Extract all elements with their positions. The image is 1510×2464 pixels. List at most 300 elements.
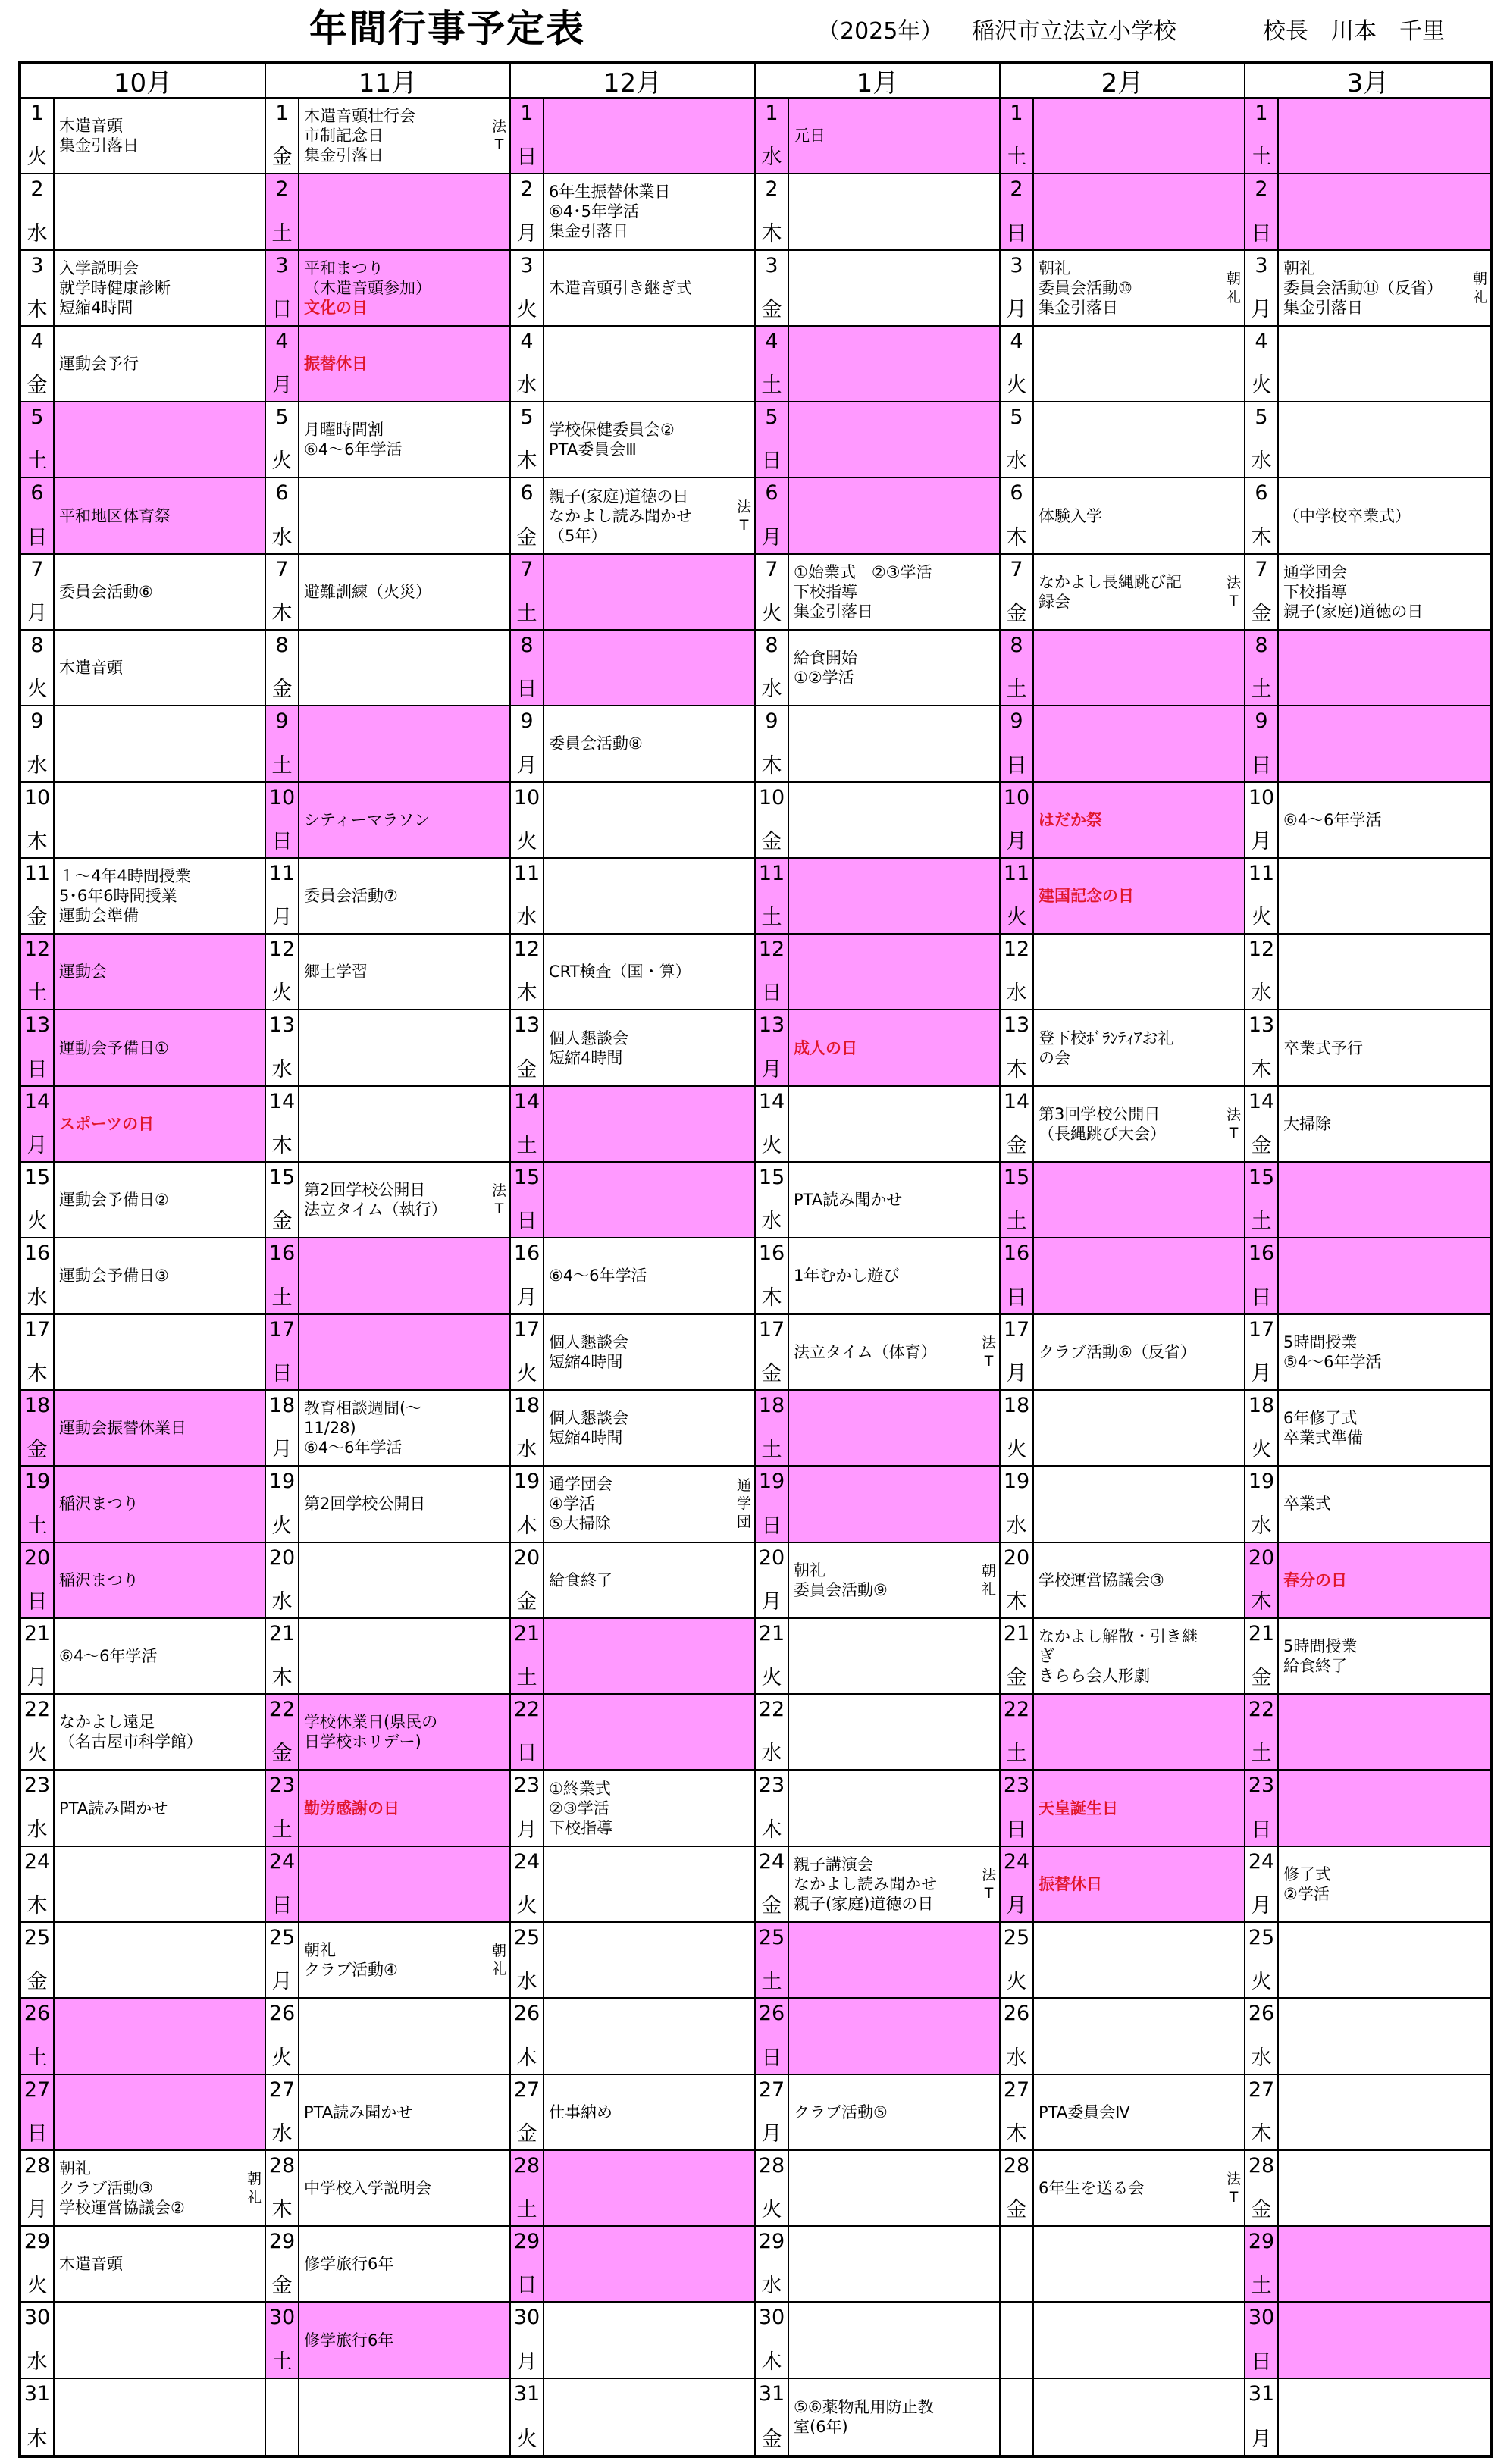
weekday: 金 bbox=[1006, 1134, 1027, 1158]
weekday: 水 bbox=[27, 753, 48, 778]
day-row bbox=[1001, 2075, 1244, 2151]
event-cell bbox=[789, 1923, 999, 1997]
day-number: 15 bbox=[1248, 1166, 1275, 1190]
day-number: 3 bbox=[1010, 253, 1023, 277]
day-number: 11 bbox=[758, 861, 785, 885]
day-row bbox=[1245, 99, 1490, 174]
day-row bbox=[21, 1923, 265, 1999]
weekday: 金 bbox=[516, 525, 537, 549]
event-cell bbox=[299, 1923, 509, 1997]
day-row bbox=[1245, 1315, 1490, 1391]
event-text: １～4年4時間授業 5･6年6時間授業 運動会準備 bbox=[59, 867, 191, 925]
event-cell bbox=[1279, 859, 1490, 933]
day-number: 14 bbox=[23, 1089, 51, 1113]
event-text: 委員会活動⑧ bbox=[549, 734, 643, 753]
date-cell bbox=[266, 1999, 299, 2073]
day-rows bbox=[21, 99, 265, 2455]
event-cell bbox=[299, 2075, 509, 2149]
day-row bbox=[21, 2379, 265, 2455]
day-number: 6 bbox=[275, 481, 289, 506]
event-text: PTA読み聞かせ bbox=[304, 2102, 413, 2121]
weekday: 火 bbox=[27, 2274, 48, 2298]
event-text: 運動会予備日③ bbox=[59, 1266, 169, 1285]
day-number: 10 bbox=[1248, 785, 1275, 809]
day-number: 26 bbox=[1003, 2002, 1030, 2026]
weekday: 火 bbox=[516, 1361, 537, 1385]
date-cell bbox=[511, 327, 544, 401]
event-cell bbox=[1279, 706, 1490, 781]
weekday: 水 bbox=[1006, 449, 1027, 474]
page-title: 年間行事予定表 bbox=[309, 7, 585, 51]
event-cell bbox=[299, 1695, 509, 1769]
event-cell bbox=[1279, 1923, 1490, 1997]
date-cell bbox=[1001, 2303, 1034, 2377]
weekday: 月 bbox=[1006, 1893, 1027, 1918]
event-cell bbox=[1279, 1238, 1490, 1313]
day-number: 18 bbox=[758, 1393, 785, 1417]
day-number: 28 bbox=[513, 2153, 540, 2178]
event-text: 木遣音頭 bbox=[59, 2255, 123, 2274]
event-cell bbox=[1034, 2151, 1244, 2225]
event-cell bbox=[299, 1163, 509, 1237]
day-number: 14 bbox=[1248, 1089, 1275, 1113]
day-row bbox=[21, 1543, 265, 1619]
weekday: 日 bbox=[516, 1210, 537, 1234]
event-cell bbox=[544, 2151, 754, 2225]
date-cell bbox=[511, 2151, 544, 2225]
weekday: 木 bbox=[1006, 525, 1027, 549]
day-row bbox=[511, 1315, 754, 1391]
date-cell bbox=[1245, 555, 1279, 629]
event-text: （中学校卒業式） bbox=[1283, 506, 1411, 525]
day-number: 19 bbox=[268, 1470, 296, 1494]
day-row bbox=[266, 2379, 509, 2455]
day-row bbox=[511, 1923, 754, 1999]
day-row bbox=[1245, 1847, 1490, 1923]
date-cell bbox=[1001, 402, 1034, 477]
weekday: 木 bbox=[271, 1134, 293, 1158]
date-cell bbox=[756, 1695, 789, 1769]
day-row bbox=[1001, 1391, 1244, 1467]
date-cell bbox=[511, 251, 544, 325]
event-cell bbox=[55, 1695, 265, 1769]
event-text: 郷土学習 bbox=[304, 963, 368, 982]
date-cell bbox=[511, 1087, 544, 1161]
event-text: クラブ活動⑥（反省） bbox=[1039, 1342, 1196, 1361]
event-cell bbox=[1034, 1315, 1244, 1389]
weekday: 火 bbox=[271, 982, 293, 1006]
day-number: 20 bbox=[758, 1545, 785, 1570]
event-cell bbox=[544, 1391, 754, 1465]
day-row bbox=[1245, 2303, 1490, 2378]
date-cell bbox=[266, 783, 299, 857]
event-cell bbox=[299, 1999, 509, 2073]
day-row bbox=[511, 1695, 754, 1771]
day-row bbox=[21, 1238, 265, 1314]
day-number: 12 bbox=[23, 938, 51, 962]
event-cell bbox=[55, 1238, 265, 1313]
weekday: 土 bbox=[761, 374, 782, 398]
event-cell bbox=[1279, 1695, 1490, 1769]
weekday: 月 bbox=[271, 1970, 293, 1994]
day-number: 22 bbox=[1248, 1698, 1275, 1722]
day-number: 1 bbox=[520, 102, 534, 125]
event-cell bbox=[1279, 478, 1490, 553]
date-cell bbox=[511, 935, 544, 1009]
day-number: 23 bbox=[513, 1774, 540, 1798]
month-header: 12月 bbox=[511, 64, 754, 99]
day-row bbox=[511, 2075, 754, 2151]
day-number: 26 bbox=[758, 2002, 785, 2026]
date-cell bbox=[756, 2227, 789, 2301]
day-number: 21 bbox=[758, 1621, 785, 1645]
day-row bbox=[266, 2075, 509, 2151]
day-row bbox=[1001, 327, 1244, 402]
date-cell bbox=[1245, 1619, 1279, 1693]
weekday: 木 bbox=[761, 1285, 782, 1310]
day-row bbox=[756, 2379, 999, 2455]
date-cell bbox=[21, 2379, 55, 2455]
day-number: 27 bbox=[23, 2077, 51, 2102]
day-row bbox=[21, 1847, 265, 1923]
event-text: 第2回学校公開日 法立タイム（執行） bbox=[304, 1181, 447, 1219]
event-text: 修学旅行6年 bbox=[304, 2255, 394, 2274]
event-cell bbox=[1279, 251, 1490, 325]
event-text: 元日 bbox=[794, 127, 825, 146]
day-number: 11 bbox=[513, 861, 540, 885]
event-text: 避難訓練（火災） bbox=[304, 582, 431, 601]
day-number: 24 bbox=[23, 1849, 51, 1874]
date-cell bbox=[1001, 1087, 1034, 1161]
date-cell bbox=[511, 99, 544, 173]
day-row bbox=[511, 2379, 754, 2455]
weekday: 火 bbox=[27, 146, 48, 170]
day-row bbox=[21, 783, 265, 859]
day-rows bbox=[756, 99, 999, 2455]
day-number: 22 bbox=[23, 1698, 51, 1722]
event-cell bbox=[1279, 2075, 1490, 2149]
day-number: 8 bbox=[520, 634, 534, 658]
date-cell bbox=[511, 1391, 544, 1465]
event-tag: 法 T bbox=[491, 1182, 506, 1218]
event-text: 運動会予備日② bbox=[59, 1191, 169, 1210]
event-tag: 法 T bbox=[981, 1334, 996, 1370]
day-row bbox=[1245, 2151, 1490, 2227]
date-cell bbox=[1245, 1847, 1279, 1921]
date-cell bbox=[21, 1999, 55, 2073]
event-text: PTA読み聞かせ bbox=[59, 1799, 168, 1817]
day-row bbox=[511, 327, 754, 402]
event-cell bbox=[789, 1391, 999, 1465]
day-number: 9 bbox=[520, 709, 534, 734]
event-cell bbox=[544, 251, 754, 325]
day-row bbox=[756, 327, 999, 402]
weekday: 月 bbox=[516, 1817, 537, 1842]
date-cell bbox=[21, 1315, 55, 1389]
date-cell bbox=[21, 2075, 55, 2149]
weekday: 土 bbox=[1251, 146, 1272, 170]
day-number: 9 bbox=[1010, 709, 1023, 734]
month-header: 3月 bbox=[1245, 64, 1490, 99]
day-row bbox=[21, 1315, 265, 1391]
event-cell bbox=[1034, 99, 1244, 173]
weekday: 月 bbox=[1251, 297, 1272, 321]
day-row bbox=[1245, 1238, 1490, 1314]
event-text: クラブ活動⑤ bbox=[794, 2102, 888, 2121]
date-cell bbox=[756, 1923, 789, 1997]
weekday: 木 bbox=[761, 221, 782, 246]
event-cell bbox=[1034, 859, 1244, 933]
date-cell bbox=[1001, 1923, 1034, 1997]
day-number: 24 bbox=[268, 1849, 296, 1874]
day-number: 22 bbox=[513, 1698, 540, 1722]
weekday: 火 bbox=[761, 602, 782, 626]
event-cell bbox=[544, 1315, 754, 1389]
event-cell bbox=[1279, 935, 1490, 1009]
event-cell bbox=[544, 1087, 754, 1161]
day-number: 23 bbox=[23, 1774, 51, 1798]
day-number: 14 bbox=[758, 1089, 785, 1113]
weekday: 土 bbox=[1006, 146, 1027, 170]
day-number: 3 bbox=[520, 253, 534, 277]
day-number: 21 bbox=[23, 1621, 51, 1645]
event-cell bbox=[1279, 402, 1490, 477]
weekday: 水 bbox=[271, 525, 293, 549]
day-number: 1 bbox=[30, 102, 44, 125]
day-number: 16 bbox=[1248, 1241, 1275, 1266]
day-row bbox=[1245, 174, 1490, 250]
day-number: 5 bbox=[1255, 405, 1268, 430]
event-cell bbox=[1279, 2379, 1490, 2455]
event-text-group bbox=[304, 258, 506, 318]
event-text: 体験入学 bbox=[1039, 506, 1102, 525]
day-row bbox=[266, 402, 509, 478]
day-row bbox=[756, 555, 999, 631]
event-cell bbox=[1034, 402, 1244, 477]
weekday: 金 bbox=[1006, 2198, 1027, 2222]
weekday: 水 bbox=[1006, 982, 1027, 1006]
day-row bbox=[1001, 1999, 1244, 2074]
day-number: 12 bbox=[1248, 938, 1275, 962]
weekday: 木 bbox=[761, 1817, 782, 1842]
date-cell bbox=[756, 2303, 789, 2377]
event-cell bbox=[1034, 251, 1244, 325]
weekday: 水 bbox=[761, 678, 782, 702]
event-cell bbox=[299, 1010, 509, 1085]
day-number: 27 bbox=[1003, 2077, 1030, 2102]
day-row bbox=[511, 174, 754, 250]
day-number: 7 bbox=[275, 557, 289, 581]
day-number: 30 bbox=[1248, 2306, 1275, 2330]
event-cell bbox=[299, 2151, 509, 2225]
event-cell bbox=[789, 2379, 999, 2455]
day-row bbox=[266, 631, 509, 706]
event-text: 木遣音頭 集金引落日 bbox=[59, 117, 139, 155]
day-number: 31 bbox=[758, 2381, 785, 2406]
weekday: 木 bbox=[1251, 1589, 1272, 1614]
day-number: 29 bbox=[758, 2230, 785, 2254]
weekday: 土 bbox=[516, 1666, 537, 1690]
event-cell bbox=[299, 631, 509, 705]
day-number: 10 bbox=[23, 785, 51, 809]
date-cell bbox=[756, 478, 789, 553]
date-cell bbox=[1245, 2379, 1279, 2455]
date-cell bbox=[1245, 402, 1279, 477]
date-cell bbox=[1245, 174, 1279, 249]
day-row bbox=[511, 555, 754, 631]
weekday: 日 bbox=[516, 2274, 537, 2298]
day-row bbox=[511, 1238, 754, 1314]
day-number: 17 bbox=[23, 1317, 51, 1342]
day-row bbox=[1001, 1238, 1244, 1314]
day-row bbox=[1001, 174, 1244, 250]
event-cell bbox=[1279, 1467, 1490, 1541]
date-cell bbox=[756, 1771, 789, 1845]
holiday-label: スポーツの日 bbox=[59, 1114, 155, 1133]
day-row bbox=[756, 2075, 999, 2151]
event-cell bbox=[299, 2227, 509, 2301]
weekday: 水 bbox=[516, 1438, 537, 1462]
weekday: 月 bbox=[516, 221, 537, 246]
day-row bbox=[756, 1010, 999, 1086]
day-row bbox=[266, 1315, 509, 1391]
day-row bbox=[1001, 1163, 1244, 1238]
day-number: 24 bbox=[758, 1849, 785, 1874]
day-number: 28 bbox=[758, 2153, 785, 2178]
day-row bbox=[1001, 1543, 1244, 1619]
date-cell bbox=[756, 1238, 789, 1313]
day-row bbox=[21, 555, 265, 631]
event-text: 個人懇談会 短縮4時間 bbox=[549, 1028, 628, 1067]
day-number: 13 bbox=[758, 1013, 785, 1038]
weekday: 月 bbox=[1251, 829, 1272, 853]
event-text: 朝礼 委員会活動⑩ 集金引落日 bbox=[1039, 258, 1132, 317]
day-row bbox=[21, 1391, 265, 1467]
day-row bbox=[266, 2151, 509, 2227]
weekday: 月 bbox=[761, 1057, 782, 1082]
event-tag: 法 T bbox=[736, 498, 751, 534]
weekday: 木 bbox=[27, 2427, 48, 2451]
day-number: 10 bbox=[513, 785, 540, 809]
day-row bbox=[266, 1467, 509, 1542]
event-text: 木遣音頭引き継ぎ式 bbox=[549, 278, 692, 297]
date-cell bbox=[1001, 174, 1034, 249]
day-number: 21 bbox=[513, 1621, 540, 1645]
event-cell bbox=[1034, 555, 1244, 629]
event-cell bbox=[299, 1087, 509, 1161]
date-cell bbox=[1001, 706, 1034, 781]
event-tag: 法 T bbox=[1226, 2170, 1241, 2206]
event-cell bbox=[544, 1010, 754, 1085]
day-row bbox=[756, 1543, 999, 1619]
day-number: 26 bbox=[513, 2002, 540, 2026]
event-cell bbox=[544, 1467, 754, 1541]
event-text: ⑥4～6年学活 bbox=[1283, 810, 1382, 829]
weekday: 金 bbox=[761, 2427, 782, 2451]
day-row bbox=[756, 1238, 999, 1314]
weekday: 火 bbox=[271, 2046, 293, 2070]
holiday-label: 春分の日 bbox=[1283, 1570, 1347, 1589]
date-cell bbox=[266, 2303, 299, 2377]
date-cell bbox=[1245, 1695, 1279, 1769]
day-number: 19 bbox=[23, 1470, 51, 1494]
event-cell bbox=[55, 1163, 265, 1237]
event-text: 学校保健委員会② PTA委員会Ⅲ bbox=[549, 421, 675, 459]
weekday: 木 bbox=[1251, 2121, 1272, 2146]
weekday: 土 bbox=[516, 602, 537, 626]
date-cell bbox=[21, 1010, 55, 1085]
day-row bbox=[1245, 402, 1490, 478]
day-row bbox=[266, 555, 509, 631]
event-cell bbox=[299, 1619, 509, 1693]
event-tag: 朝 礼 bbox=[981, 1562, 996, 1598]
day-number: 10 bbox=[758, 785, 785, 809]
date-cell bbox=[266, 99, 299, 173]
day-number: 8 bbox=[1255, 634, 1268, 658]
date-cell bbox=[266, 1543, 299, 1617]
day-row bbox=[511, 783, 754, 859]
day-row bbox=[1001, 1695, 1244, 1771]
event-cell bbox=[544, 327, 754, 401]
day-number: 23 bbox=[268, 1774, 296, 1798]
day-row bbox=[511, 2227, 754, 2303]
date-cell bbox=[21, 1163, 55, 1237]
date-cell bbox=[1245, 2151, 1279, 2225]
event-text: ⑥4～6年学活 bbox=[549, 1266, 647, 1285]
date-cell bbox=[21, 327, 55, 401]
date-cell bbox=[1001, 1543, 1034, 1617]
weekday: 水 bbox=[761, 2274, 782, 2298]
event-cell bbox=[299, 706, 509, 781]
day-number: 16 bbox=[513, 1241, 540, 1266]
month-column bbox=[1245, 64, 1490, 2455]
day-row bbox=[756, 1923, 999, 1999]
day-row bbox=[266, 174, 509, 250]
day-number: 14 bbox=[1003, 1089, 1030, 1113]
day-row bbox=[266, 935, 509, 1010]
event-cell bbox=[299, 783, 509, 857]
day-rows bbox=[1245, 99, 1490, 2455]
weekday: 日 bbox=[516, 146, 537, 170]
day-row bbox=[511, 1087, 754, 1163]
day-number: 6 bbox=[765, 481, 778, 506]
date-cell bbox=[756, 935, 789, 1009]
event-cell bbox=[1034, 2075, 1244, 2149]
date-cell bbox=[266, 555, 299, 629]
weekday: 土 bbox=[27, 2046, 48, 2070]
day-row bbox=[1245, 478, 1490, 554]
event-text: 平和まつり （木遣音頭参加） bbox=[304, 258, 431, 297]
weekday: 木 bbox=[1251, 1057, 1272, 1082]
weekday: 土 bbox=[761, 1438, 782, 1462]
day-row bbox=[511, 2151, 754, 2227]
weekday: 水 bbox=[27, 2350, 48, 2374]
date-cell bbox=[511, 1923, 544, 1997]
day-number: 12 bbox=[268, 938, 296, 962]
day-row bbox=[1245, 1999, 1490, 2074]
day-number: 21 bbox=[1003, 1621, 1030, 1645]
date-cell bbox=[266, 859, 299, 933]
day-number: 8 bbox=[765, 634, 778, 658]
date-cell bbox=[1245, 1163, 1279, 1237]
day-number: 4 bbox=[765, 329, 778, 353]
event-cell bbox=[1034, 1695, 1244, 1769]
event-text: ①終業式 ②③学活 下校指導 bbox=[549, 1779, 612, 1837]
weekday: 月 bbox=[516, 753, 537, 778]
event-cell bbox=[299, 1315, 509, 1389]
month-column bbox=[756, 64, 1001, 2455]
event-text: 修学旅行6年 bbox=[304, 2331, 394, 2350]
